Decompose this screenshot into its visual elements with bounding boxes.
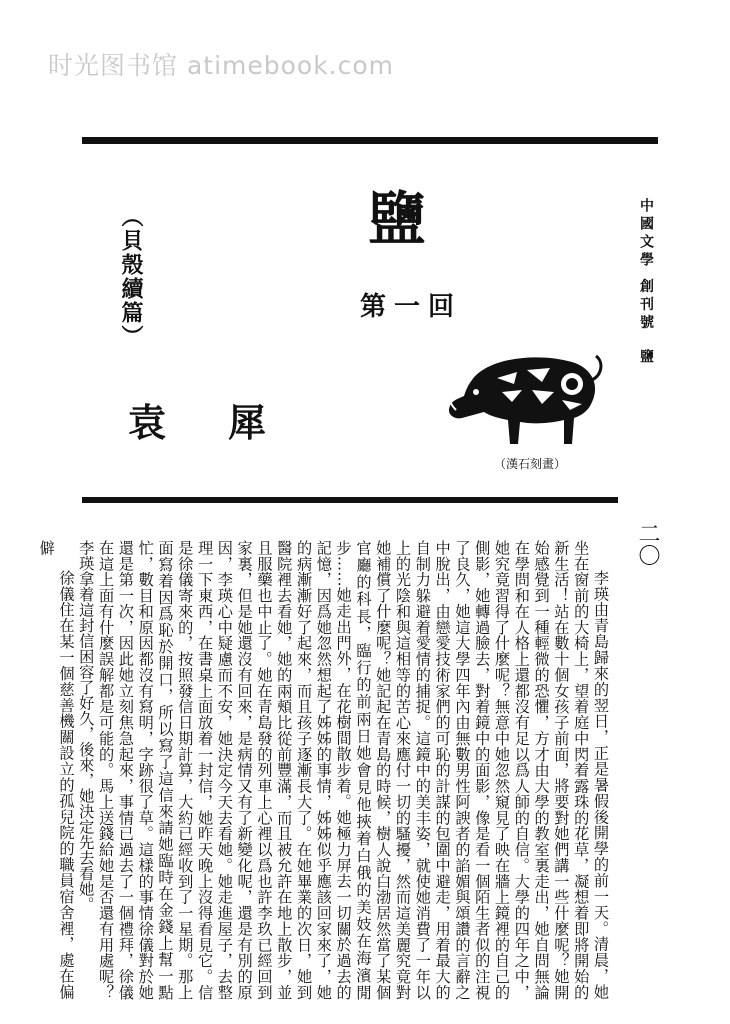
journal-name: 中國文學 創刊號 <box>638 198 654 333</box>
journal-margin-note <box>636 198 656 367</box>
series-subtitle: （貝殼續篇） <box>118 205 144 349</box>
author-name: 袁犀 <box>128 400 329 445</box>
paragraph: 徐儀住在某一個慈善機關設立的孤兒院的職員宿舍裡，處在偏僻 <box>37 540 76 1000</box>
watermark: 时光图书馆 atimebook.com <box>48 51 395 80</box>
paragraph: 李瑛由青島歸來的翌日，正是暑假後開學的前一天。清晨，她坐在窗前的大椅上，望着庭中閃着露珠的花草，凝想着即將開始的新生活！站在數十個女孩子前面，將要對她們講一些什麼呢？她開始感覺到一種輕微的恐懼，方才由大學的教室裏走出，她自問無論在學問和在人格上還都沒有足以爲人師的自信。大學的四年之中，她究竟習得了什麼呢？無意中她忽然窺見了映在牆上鏡裡的自己的側影，她轉過臉去，對着鏡中的面影，像是看一個陌生者似的注視了良久，她這大學四年內由無數男性阿諛者的諂媚與頌讚的言辭之中脫出，由戀愛技術家們的可恥的計謀的包圍中避走，用着最大的自制力躲避着愛情的捕捉。這鏡中的美丰姿，就使她消費了一年以上的光陰和與這相等的苦心來應付一切的騷擾，然而這美麗究竟對她補償了什麼呢？她記起在青島的時候，樹人說白渤居然當了某個官廳的科長，臨行的前兩日她會見他挾着白俄的美妓在海濱閒步……她走出門外，在花樹間散步着。她極力屏去一切關於過去的記憶，因爲她忽然想起了姊姊的事情，姊姊似乎應該回家來了，她的病漸漸好了起來，而且孩子逐漸長大了。在她畢業的次日，她到醫院裡去看她，她的兩頰比從前豐滿，而且被允許在地上散步，並且服藥也中止了。她在青島發的列車上心裡以爲也許李玖已經回到家裏，但是她還沒有回來，是病情又有了新變化呢，還是有別的原因，李瑛心中疑慮而不安，她決定今天去看她。她走進屋子，去整理一下東西，在書桌上面放着一封信，她昨天晚上沒得看見它。信是徐儀寄來的，按照發信日期計算，大約已經收到了一星期。那上面寫着因爲恥於開口，所以寫了這信來請她臨時在金錢上幫一點忙，數目和原因都沒有寫明，字跡很了草。這樣的事情徐儀對於她還是第一次，因此她立刻焦急起來，事情已過去了一個禮拜，徐儀在這上面有什麼誤解都是可能的。馬上送錢給她是否還有用處呢？李瑛拿着這封信困容了好久，後來，她決定先去看她。 <box>77 540 610 1000</box>
boar-eye <box>473 389 479 395</box>
boar-illustration <box>442 340 602 450</box>
page-number: 二〇 <box>635 522 660 566</box>
top-rule <box>82 137 658 144</box>
bottom-rule <box>82 497 618 503</box>
boar-tail <box>592 356 601 380</box>
illustration-caption: （漢石刻畫） <box>494 457 567 471</box>
boar-body <box>449 357 595 444</box>
article-title: 鹽 <box>358 188 426 246</box>
journal-article-title: 鹽 <box>638 348 654 367</box>
body-text <box>37 540 610 1000</box>
chapter-heading: 第一回 <box>360 292 463 322</box>
